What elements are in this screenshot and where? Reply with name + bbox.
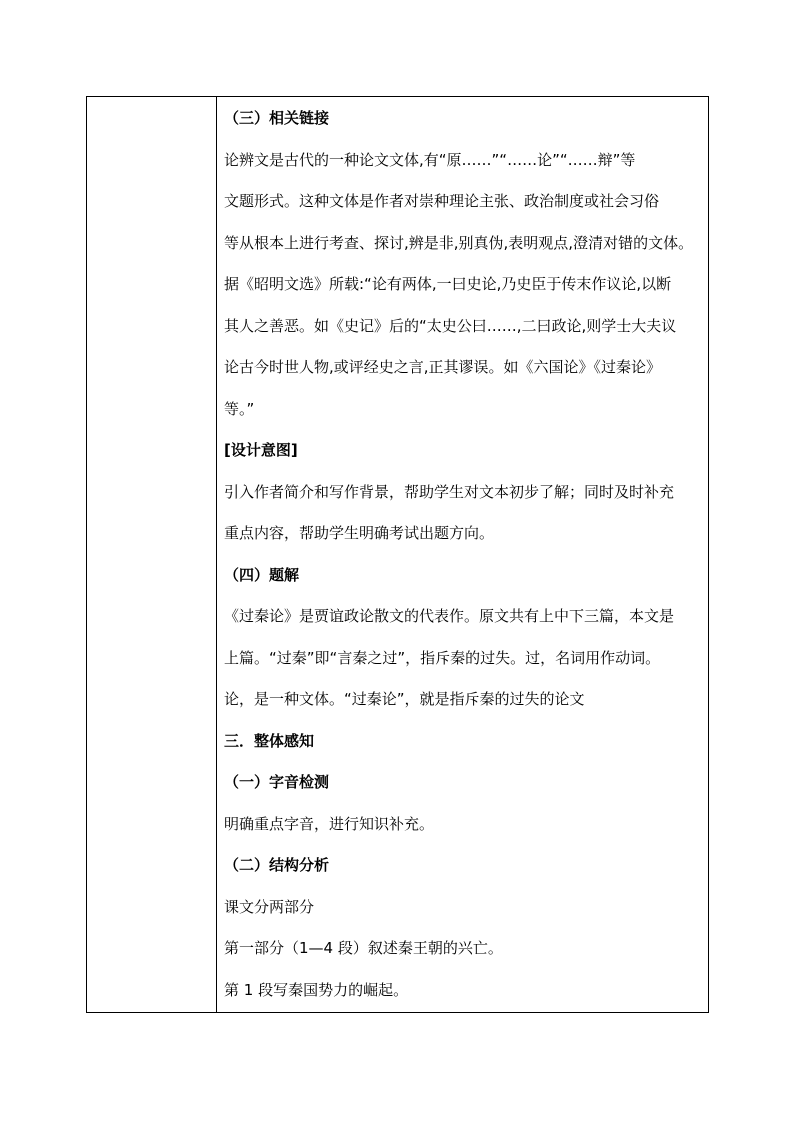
section-heading: （三）相关链接 — [224, 109, 330, 127]
section-heading: [设计意图] — [224, 441, 298, 459]
text-line: 重点内容，帮助学生明确考试出题方向。 — [224, 524, 495, 542]
section-heading: （二）结构分析 — [224, 856, 330, 874]
text-line: 明确重点字音，进行知识补充。 — [224, 814, 435, 833]
text-line: 等从根本上进行考查、探讨,辨是非,别真伪,表明观点,澄清对错的文体。 — [224, 233, 694, 252]
text-line: 第 1 段写秦国势力的崛起。 — [224, 980, 409, 999]
lesson-table — [86, 96, 709, 1013]
text-line: 其人之善恶。如《史记》后的“太史公曰……,二曰政论,则学士大夫议 — [224, 316, 677, 335]
table-left-cell — [87, 97, 217, 1012]
text-line: 引入作者简介和写作背景，帮助学生对文本初步了解；同时及时补充 — [224, 482, 675, 501]
text-line: 论古今时世人物,或评经史之言,正其谬误。如《六国论》《过秦论》 — [224, 358, 662, 376]
text-line: 课文分两部分 — [224, 897, 315, 916]
text-line: 文题形式。这种文体是作者对崇种理论主张、政治制度或社会习俗 — [224, 192, 660, 210]
text-line: 上篇。“过秦”即“言秦之过”，指斥秦的过失。过，名词用作动词。 — [224, 648, 661, 667]
section-heading: （一）字音检测 — [224, 773, 330, 791]
text-line: 论，是一种文体。“过秦论”，就是指斥秦的过失的论文 — [224, 690, 585, 708]
text-line: 第一部分（1—4 段）叙述秦王朝的兴亡。 — [224, 939, 503, 957]
table-content-cell — [217, 97, 708, 1012]
text-line: 《过秦论》是贾谊政论散文的代表作。原文共有上中下三篇，本文是 — [224, 607, 675, 625]
text-line: 据《昭明文选》所载:“论有两体,一曰史论,乃史臣于传末作议论,以断 — [224, 275, 672, 293]
text-line: 等。” — [224, 399, 255, 418]
section-heading: （四）题解 — [224, 565, 300, 584]
text-line: 论辨文是古代的一种论文文体,有“原……”“……论”“……辩”等 — [224, 150, 636, 169]
section-heading: 三．整体感知 — [224, 731, 315, 750]
